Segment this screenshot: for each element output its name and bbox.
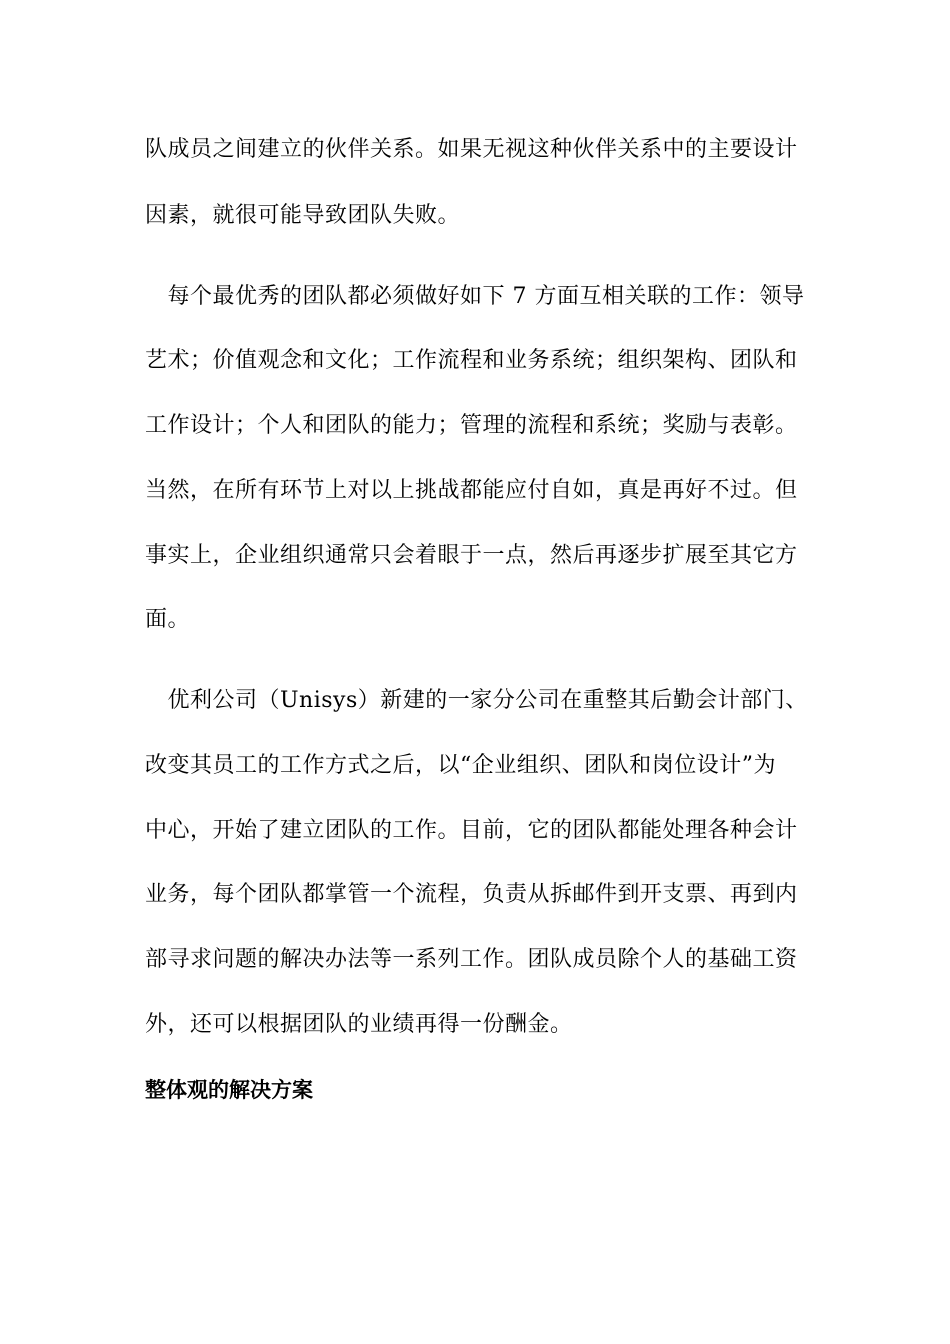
- paragraph-1-line-1: 队成员之间建立的伙伴关系。如果无视这种伙伴关系中的主要设计: [145, 137, 798, 162]
- paragraph-2-line-2: 艺术；价值观念和文化；工作流程和业务系统；组织架构、团队和: [145, 348, 798, 373]
- paragraph-2-line-1: 每个最优秀的团队都必须做好如下 7 方面互相关联的工作：领导: [145, 284, 805, 309]
- paragraph-3-line-6: 外，还可以根据团队的业绩再得一份酬金。: [145, 1012, 573, 1037]
- paragraph-3-line-4: 业务，每个团队都掌管一个流程，负责从拆邮件到开支票、再到内: [145, 882, 798, 907]
- paragraph-3-line-2: 改变其员工的工作方式之后，以“企业组织、团队和岗位设计”为: [145, 753, 776, 778]
- paragraph-3-line-1: 优利公司（Unisys）新建的一家分公司在重整其后勤会计部门、: [145, 688, 808, 713]
- paragraph-3-line-3: 中心，开始了建立团队的工作。目前，它的团队都能处理各种会计: [145, 818, 798, 843]
- section-heading: 整体观的解决方案: [145, 1078, 313, 1102]
- paragraph-1-line-2: 因素，就很可能导致团队失败。: [145, 203, 461, 228]
- paragraph-2-line-4: 当然，在所有环节上对以上挑战都能应付自如，真是再好不过。但: [145, 478, 798, 503]
- paragraph-2-line-6: 面。: [145, 607, 191, 632]
- paragraph-3-line-5: 部寻求问题的解决办法等一系列工作。团队成员除个人的基础工资: [145, 947, 798, 972]
- paragraph-2-line-3: 工作设计；个人和团队的能力；管理的流程和系统；奖励与表彰。: [145, 413, 798, 438]
- paragraph-2-line-5: 事实上，企业组织通常只会着眼于一点，然后再逐步扩展至其它方: [145, 543, 798, 568]
